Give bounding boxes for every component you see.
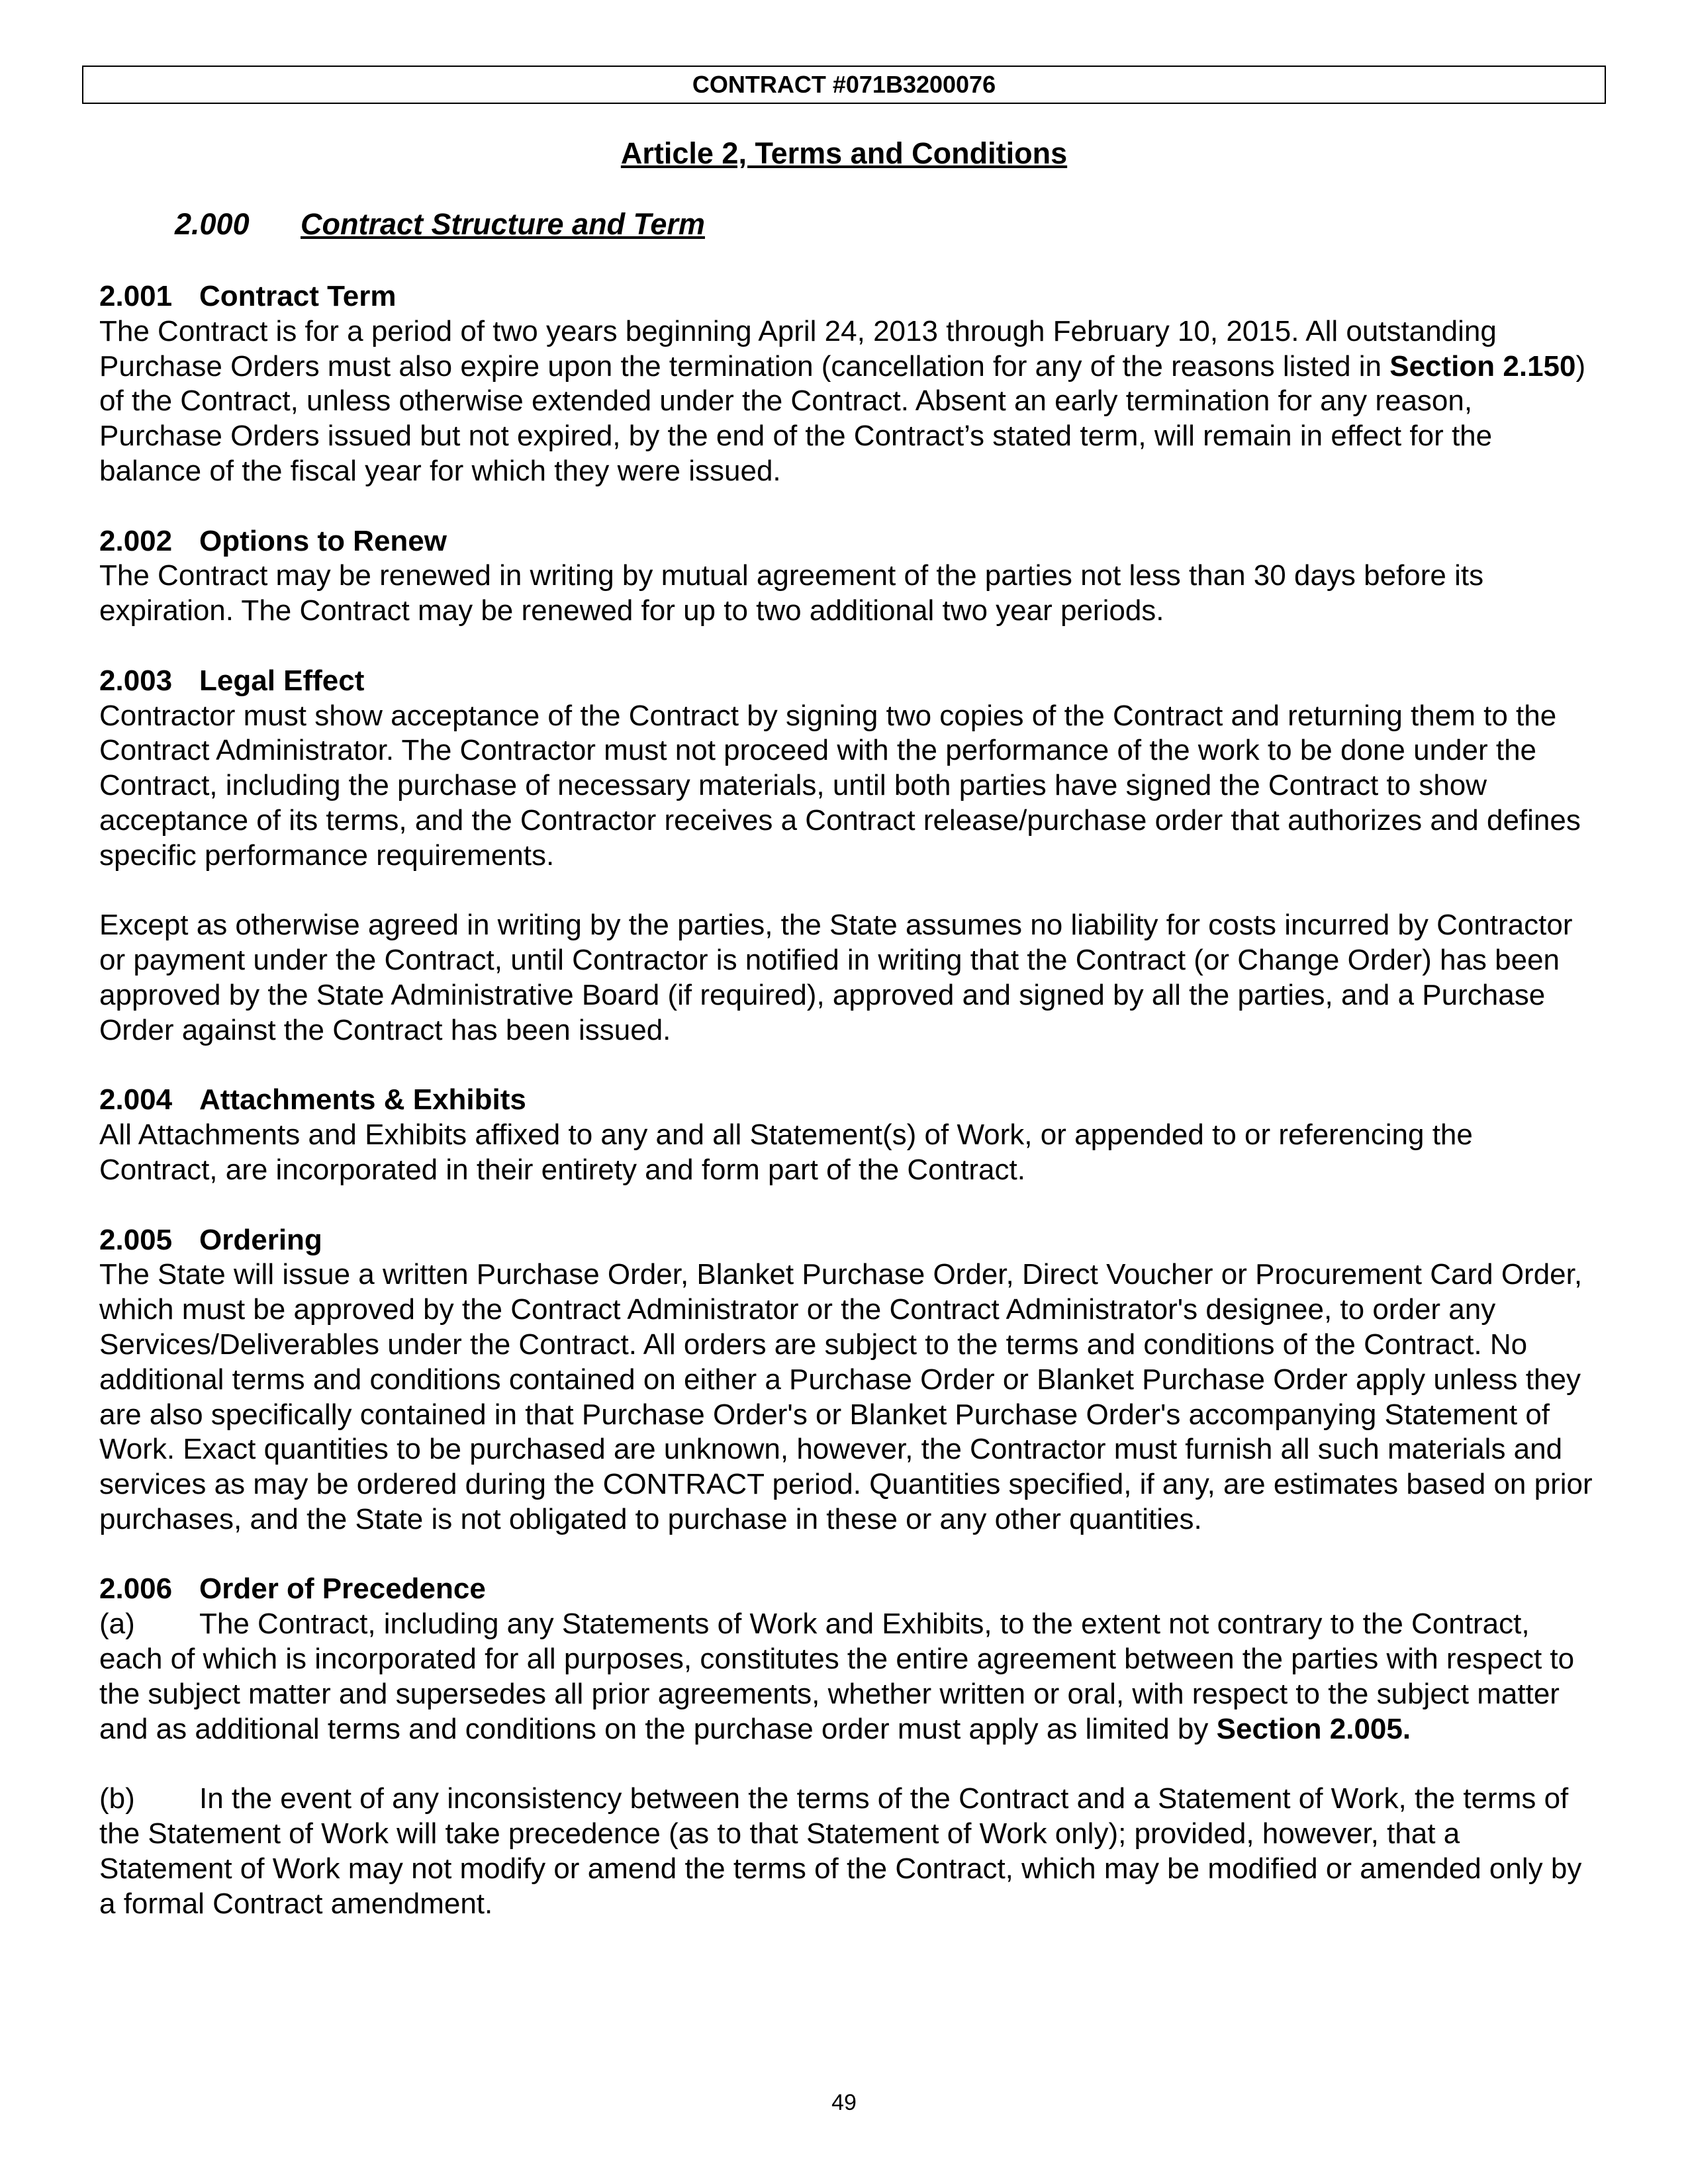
subsection-text: Contractor must show acceptance of the Contract by signing two copies of the Contract and returning them to the Contract Administrator. The Contractor must not proceed with the performance of the work to be done under the Contract, including the purchase of necessary materials, until both parties have signed the Contract to show acceptance of its terms, and the Contractor receives a Contract release/purchase order that authorizes and defines specific performance requirements.	[99, 699, 1581, 872]
item-label: (b)	[99, 1782, 135, 1815]
subsection-number: 2.005	[99, 1223, 173, 1256]
subsection-title: Options to Renew	[199, 524, 447, 557]
section-reference: Section 2.150	[1389, 349, 1576, 383]
subsection-number: 2.001	[99, 280, 173, 312]
text-run: The Contract is for a period of two years beginning April 24, 2013 through February 10, 2015. All outstanding Purchase Orders must also expire upon the termination (cancellation for any of the reasons listed in	[99, 314, 1497, 383]
contract-header	[82, 66, 1606, 104]
section-number: 2.000	[175, 207, 250, 241]
list-item-a	[99, 1607, 1595, 1747]
subsection-heading	[99, 1083, 1595, 1118]
page-number: 49	[831, 2090, 857, 2115]
text-run: In the event of any inconsistency between the terms of the Contract and a Statement of Work, the terms of the Statement of Work will take precedence (as to that Statement of Work only); provided, however, that a Statement of Work may not modify or amend the terms of the Contract, which may be modified or amended only by a formal Contract amendment.	[99, 1782, 1582, 1920]
subsection-text: All Attachments and Exhibits affixed to any and all Statement(s) of Work, or appended to or referencing the Contract, are incorporated in their entirety and form part of the Contract.	[99, 1118, 1473, 1186]
subsection-text	[99, 314, 1595, 489]
subsection-title: Attachments & Exhibits	[199, 1083, 526, 1116]
contract-number: CONTRACT #071B3200076	[692, 71, 996, 98]
subsection-title: Legal Effect	[199, 664, 365, 697]
section-title	[175, 207, 705, 242]
text-run: ) of the Contract, unless otherwise extended under the Contract. Absent an early termination for any reason, Purchase Orders issued but not expired, by the end of the Contract’s stated term, will remain in effect for the balance of the fiscal year for which they were issued.	[99, 349, 1586, 487]
subsection-title: Order of Precedence	[199, 1572, 486, 1606]
section-title-text: Contract Structure and Term	[301, 207, 705, 241]
subsection-heading	[99, 664, 1595, 699]
list-item-b	[99, 1782, 1595, 1921]
section-reference: Section 2.005.	[1216, 1712, 1411, 1745]
subsection-2005	[99, 1223, 1595, 1537]
subsection-heading	[99, 279, 1595, 314]
subsection-text: The Contract may be renewed in writing by mutual agreement of the parties not less than 30 days before its expiration. The Contract may be renewed for up to two additional two year periods.	[99, 559, 1484, 627]
subsection-2001	[99, 279, 1595, 489]
subsection-heading	[99, 1223, 1595, 1258]
subsection-number: 2.004	[99, 1083, 173, 1116]
document-body	[99, 279, 1595, 1921]
subsection-number: 2.006	[99, 1572, 173, 1606]
subsection-heading	[99, 1572, 1595, 1607]
subsection-2004	[99, 1083, 1595, 1187]
subsection-2006	[99, 1572, 1595, 1921]
item-label: (a)	[99, 1608, 135, 1641]
subsection-text: The State will issue a written Purchase Order, Blanket Purchase Order, Direct Voucher or Procurement Card Order, which must be approved by the Contract Administrator or the Contract Administrator's designee, to order any Services/Deliverables under the Contract. All orders are subject to the terms and conditions of the Contract. No additional terms and conditions contained on either a Purchase Order or Blanket Purchase Order apply unless they are also specifically contained in that Purchase Order's or Blanket Purchase Order's accompanying Statement of Work. Exact quantities to be purchased are unknown, however, the Contractor must furnish all such materials and services as may be ordered during the CONTRACT period. Quantities specified, if any, are estimates based on prior purchases, and the State is not obligated to purchase in these or any other quantities.	[99, 1258, 1593, 1535]
subsection-title: Ordering	[199, 1223, 322, 1256]
article-title: Article 2, Terms and Conditions	[620, 136, 1068, 170]
subsection-2003	[99, 664, 1595, 1048]
subsection-text: Except as otherwise agreed in writing by the parties, the State assumes no liability for costs incurred by Contractor or payment under the Contract, until Contractor is notified in writing that the Contract (or Change Order) has been approved by the State Administrative Board (if required), approved and signed by all the parties, and a Purchase Order against the Contract has been issued.	[99, 909, 1573, 1046]
text-run: The Contract, including any Statements of Work and Exhibits, to the extent not contrary to the Contract, each of which is incorporated for all purposes, constitutes the entire agreement between the parties with respect to the subject matter and supersedes all prior agreements, whether written or oral, with respect to the subject matter and as additional terms and conditions on the purchase order must apply as limited by	[99, 1608, 1575, 1745]
subsection-heading	[99, 524, 1595, 559]
subsection-number: 2.003	[99, 664, 173, 697]
subsection-2002	[99, 524, 1595, 629]
subsection-title: Contract Term	[199, 280, 397, 312]
subsection-number: 2.002	[99, 524, 173, 557]
